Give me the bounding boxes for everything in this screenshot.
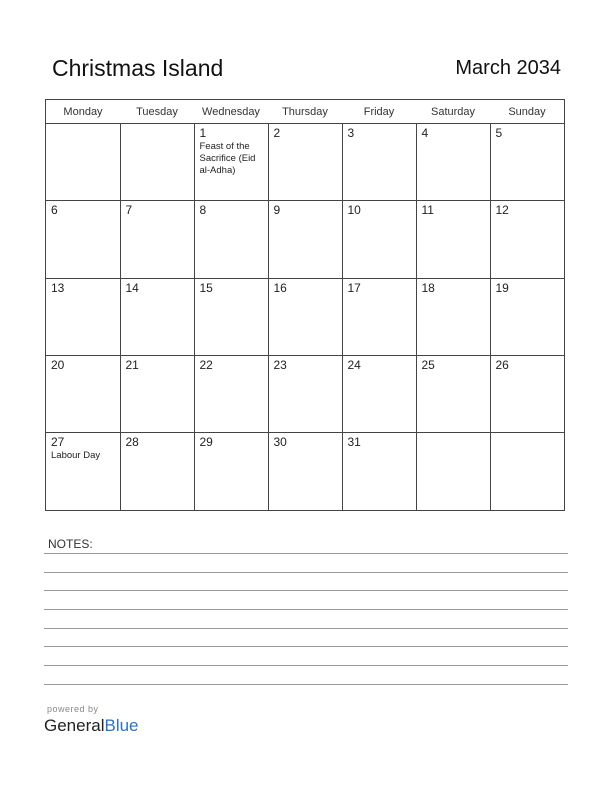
day-cell [194, 278, 268, 355]
week-row [46, 433, 564, 510]
day-cell [46, 201, 120, 278]
day-cell [342, 201, 416, 278]
day-cell [490, 278, 564, 355]
day-cell [490, 355, 564, 432]
day-number: 23 [273, 357, 287, 372]
day-cell [416, 433, 490, 510]
day-number: 7 [125, 203, 133, 218]
notes-line [44, 590, 568, 591]
month-title: March 2034 [455, 57, 561, 79]
day-number: 12 [495, 203, 509, 218]
week-row [46, 124, 564, 201]
brand-blue: Blue [104, 716, 139, 735]
notes-label: NOTES: [48, 537, 93, 551]
day-number: 10 [347, 203, 361, 218]
day-cell [194, 355, 268, 432]
holiday-label: Labour Day [51, 450, 101, 462]
day-number: 21 [125, 357, 139, 372]
day-number: 25 [421, 357, 435, 372]
notes-line [44, 665, 568, 666]
day-cell [268, 278, 342, 355]
weekday-header: Tuesday [120, 100, 194, 124]
day-number: 14 [125, 280, 139, 295]
day-number: 1 [199, 126, 207, 140]
week-row [46, 278, 564, 355]
day-cell [342, 278, 416, 355]
week-row [46, 201, 564, 278]
day-number: 6 [51, 203, 58, 218]
weekday-header: Thursday [268, 100, 342, 124]
day-cell [120, 355, 194, 432]
weekday-header-row [46, 100, 564, 124]
day-cell [194, 201, 268, 278]
day-cell [342, 124, 416, 201]
day-number: 24 [347, 357, 361, 372]
day-number: 19 [495, 280, 509, 295]
holiday-label: Feast of the Sacrifice (Eid al-Adha) [199, 141, 256, 176]
day-number: 22 [199, 357, 213, 372]
day-number: 30 [273, 435, 287, 450]
day-cell [416, 201, 490, 278]
day-cell [490, 433, 564, 510]
day-cell [490, 201, 564, 278]
day-cell [268, 124, 342, 201]
day-number: 2 [273, 126, 281, 140]
day-cell [416, 124, 490, 201]
day-number: 15 [199, 280, 213, 295]
day-cell [46, 278, 120, 355]
day-cell [490, 124, 564, 201]
calendar-grid [45, 99, 565, 511]
day-number: 13 [51, 280, 65, 295]
day-cell [194, 124, 268, 201]
day-cell [268, 201, 342, 278]
day-number: 3 [347, 126, 355, 140]
day-cell [416, 278, 490, 355]
day-cell [342, 355, 416, 432]
day-number: 18 [421, 280, 435, 295]
day-cell [342, 433, 416, 510]
week-row [46, 355, 564, 432]
weekday-header: Friday [342, 100, 416, 124]
notes-line [44, 572, 568, 573]
day-number: 17 [347, 280, 361, 295]
weekday-header: Saturday [416, 100, 490, 124]
day-number: 8 [199, 203, 207, 218]
day-number: 29 [199, 435, 213, 450]
day-number: 31 [347, 435, 361, 450]
day-cell [46, 124, 120, 201]
day-number: 5 [495, 126, 503, 140]
notes-line [44, 609, 568, 610]
day-number: 9 [273, 203, 281, 218]
day-number: 11 [421, 203, 434, 218]
brand-general: General [44, 716, 105, 735]
weekday-header: Sunday [490, 100, 564, 124]
day-cell [46, 433, 120, 510]
brand-logo [44, 716, 139, 736]
day-number: 26 [495, 357, 509, 372]
day-number: 27 [51, 435, 65, 450]
day-cell [46, 355, 120, 432]
day-number: 4 [421, 126, 429, 140]
calendar-table [46, 100, 564, 510]
notes-line [44, 684, 568, 685]
day-cell [120, 433, 194, 510]
day-cell [120, 278, 194, 355]
day-cell [120, 124, 194, 201]
day-number: 28 [125, 435, 139, 450]
day-cell [268, 433, 342, 510]
day-cell [120, 201, 194, 278]
powered-by-text: powered by [47, 704, 99, 714]
day-cell [416, 355, 490, 432]
weekday-header: Wednesday [194, 100, 268, 124]
day-number: 20 [51, 357, 65, 372]
day-number: 16 [273, 280, 287, 295]
notes-line [44, 628, 568, 629]
day-cell [268, 355, 342, 432]
weekday-header: Monday [46, 100, 120, 124]
notes-line [44, 553, 568, 554]
day-cell [194, 433, 268, 510]
notes-line [44, 646, 568, 647]
region-title: Christmas Island [52, 55, 224, 81]
